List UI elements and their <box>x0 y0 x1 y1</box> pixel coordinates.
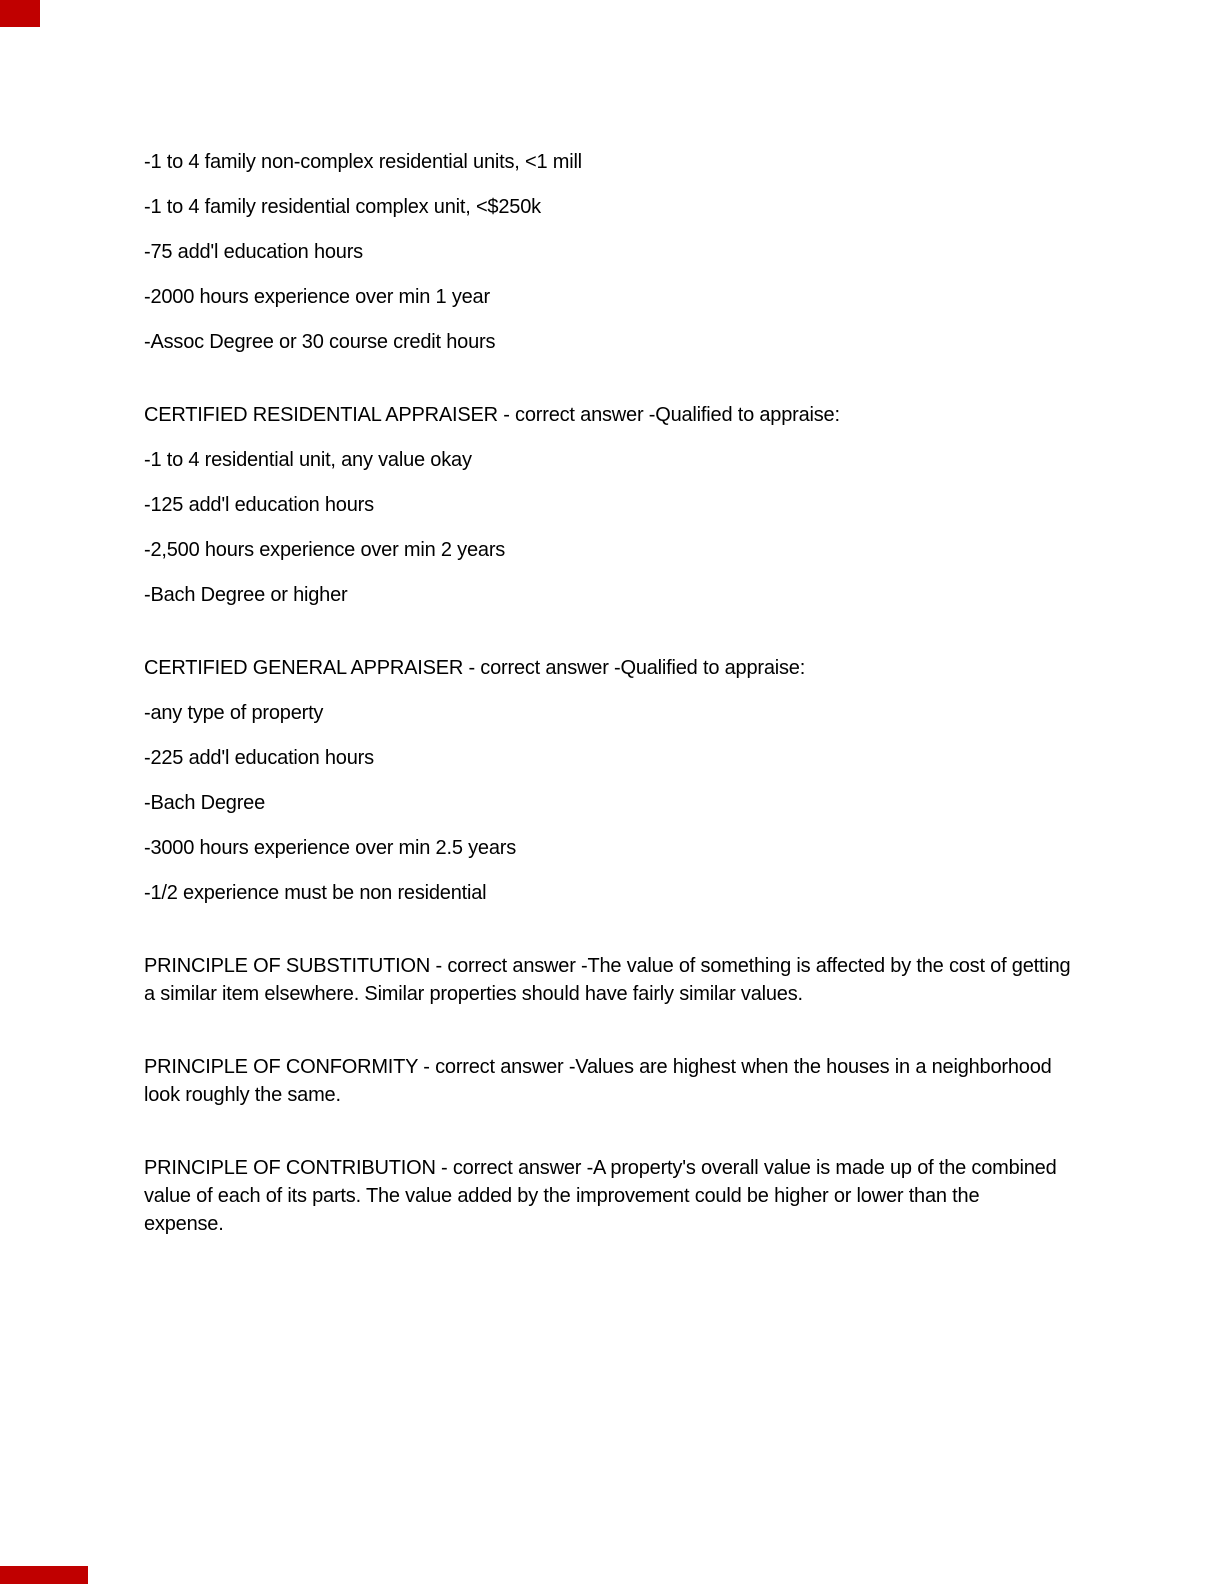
requirement-text: -125 add'l education hours <box>144 494 374 516</box>
section-certified-residential-appraiser <box>144 401 1154 609</box>
definition-line: PRINCIPLE OF CONTRIBUTION - correct answer -A property's overall value is made up of the combined <box>144 1157 1057 1179</box>
requirement-text: -75 add'l education hours <box>144 241 363 263</box>
requirement-text: -1 to 4 family residential complex unit, <$250k <box>144 196 541 218</box>
requirement-text: -1/2 experience must be non residential <box>144 882 487 904</box>
requirement-item <box>144 879 1154 907</box>
requirement-text: -1 to 4 family non-complex residential units, <1 mill <box>144 151 582 173</box>
requirement-item <box>144 789 1154 817</box>
requirement-text: -3000 hours experience over min 2.5 years <box>144 837 517 859</box>
red-corner-marker-bottom-left <box>0 1566 88 1584</box>
requirement-item <box>144 536 1154 564</box>
requirement-item <box>144 491 1154 519</box>
flashcard-definition <box>144 1053 1154 1109</box>
flashcard-term-line <box>144 654 1154 682</box>
requirement-item <box>144 581 1154 609</box>
requirement-item <box>144 193 1154 221</box>
requirement-text: -Assoc Degree or 30 course credit hours <box>144 331 496 353</box>
flashcard-term-text: CERTIFIED GENERAL APPRAISER - correct answer -Qualified to appraise: <box>144 657 806 679</box>
flashcard-definition <box>144 952 1154 1008</box>
definition-line: expense. <box>144 1213 224 1235</box>
document-body <box>144 148 1154 1283</box>
flashcard-term-text: CERTIFIED RESIDENTIAL APPRAISER - correct answer -Qualified to appraise: <box>144 404 840 426</box>
requirement-item <box>144 744 1154 772</box>
requirement-item <box>144 834 1154 862</box>
requirement-item <box>144 328 1154 356</box>
section-principle-of-substitution <box>144 952 1154 1008</box>
requirement-text: -2000 hours experience over min 1 year <box>144 286 490 308</box>
flashcard-definition <box>144 1154 1154 1238</box>
requirement-item <box>144 446 1154 474</box>
definition-line: look roughly the same. <box>144 1084 341 1106</box>
requirement-text: -Bach Degree or higher <box>144 584 348 606</box>
requirement-text: -any type of property <box>144 702 324 724</box>
requirement-text: -Bach Degree <box>144 792 265 814</box>
requirement-item <box>144 699 1154 727</box>
red-corner-marker-top-left <box>0 0 40 27</box>
section-certified-general-appraiser <box>144 654 1154 907</box>
section-licensed-appraiser-requirements <box>144 148 1154 356</box>
definition-line: PRINCIPLE OF CONFORMITY - correct answer -Values are highest when the houses in a neighborhood <box>144 1056 1052 1078</box>
definition-line: PRINCIPLE OF SUBSTITUTION - correct answer -The value of something is affected by the cost of getting <box>144 955 1071 977</box>
section-principle-of-conformity <box>144 1053 1154 1109</box>
requirement-text: -2,500 hours experience over min 2 years <box>144 539 506 561</box>
requirement-text: -1 to 4 residential unit, any value okay <box>144 449 472 471</box>
section-principle-of-contribution <box>144 1154 1154 1238</box>
definition-line: value of each of its parts. The value added by the improvement could be higher or lower than the <box>144 1185 980 1207</box>
requirement-text: -225 add'l education hours <box>144 747 374 769</box>
requirement-item <box>144 283 1154 311</box>
requirement-item <box>144 148 1154 176</box>
definition-line: a similar item elsewhere. Similar properties should have fairly similar values. <box>144 983 803 1005</box>
requirement-item <box>144 238 1154 266</box>
flashcard-term-line <box>144 401 1154 429</box>
